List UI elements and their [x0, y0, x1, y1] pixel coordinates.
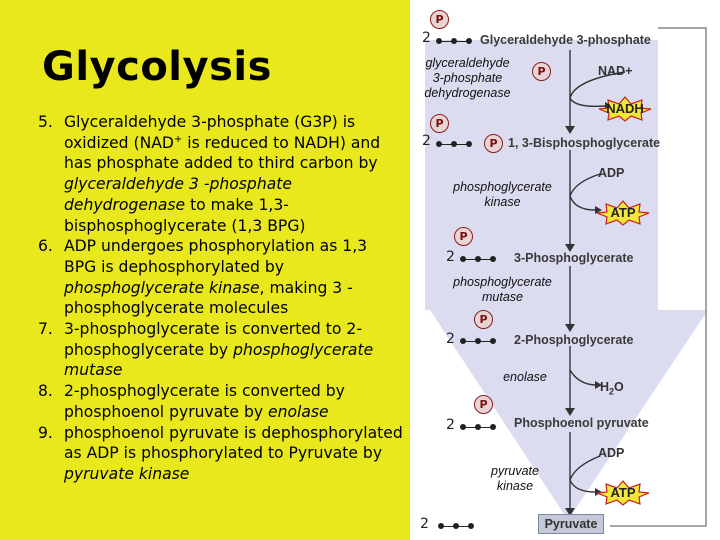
enzyme-g3p-dehydrogenase: glyceraldehyde 3-phosphate dehydrogenase: [424, 56, 511, 100]
enzyme-phosphoglycerate-kinase: phosphoglycerate kinase: [453, 180, 552, 209]
enzyme-pyruvate-kinase: pyruvate kinase: [491, 464, 539, 493]
phosphate-icon: P: [430, 114, 449, 133]
step-text: 3-phosphoglycerate is converted to 2-phosphoglycerate by: [64, 320, 362, 359]
molecule-pyruvate: Pyruvate: [538, 514, 604, 534]
atp-badge-2: ATP: [596, 480, 650, 506]
phosphate-icon: P: [454, 227, 473, 246]
stoichiometry-3pg: 2: [446, 249, 455, 265]
step-text: +: [173, 133, 183, 145]
step-number: 6.: [38, 237, 53, 256]
phosphate-icon: P: [532, 62, 551, 81]
molecule-pep: Phosphoenol pyruvate: [514, 416, 649, 430]
step-list: [38, 112, 403, 485]
step-number: 5.: [38, 113, 53, 131]
step-item: [38, 236, 403, 319]
step-text: phosphoenol pyruvate is dephosphorylated as ADP is phosphorylated to Pyruvate by: [64, 423, 403, 463]
step-text: Glyceraldehyde 3-phosphate (G3P) is oxidized (NAD: [64, 113, 356, 152]
stoichiometry-bpg: 2: [422, 133, 431, 149]
step-item: [38, 112, 403, 236]
phosphate-icon: P: [474, 310, 493, 329]
atp-badge-1: ATP: [596, 200, 650, 226]
enzyme-phosphoglycerate-mutase: phosphoglycerate mutase: [453, 275, 552, 304]
step-item: [38, 423, 403, 485]
cofactor-water: $H_2O$: [600, 380, 624, 397]
stoichiometry-g3p: 2: [422, 30, 431, 46]
enzyme-enolase: enolase: [503, 370, 547, 384]
molecule-2pg: 2-Phosphoglycerate: [514, 333, 634, 347]
stoichiometry-pyruvate: 2: [420, 516, 429, 532]
phosphate-icon: P: [484, 134, 503, 153]
phosphate-icon: P: [430, 10, 449, 29]
step-text: 2-phosphoglycerate is converted by phosphoenol pyruvate by: [64, 382, 345, 421]
carbon-chain-icon: [436, 139, 476, 149]
carbon-chain-icon: [460, 254, 500, 264]
step-text: to make 1,3-bisphosphoglycerate (1,3 BPG): [64, 195, 306, 235]
enzyme-name-text: phosphoglycerate kinase: [64, 278, 260, 297]
step-item: [38, 319, 403, 381]
molecule-bpg: 1, 3-Bisphosphoglycerate: [508, 136, 661, 150]
cofactor-nad: NAD+: [598, 64, 633, 78]
step-text: ADP undergoes phosphorylation as 1,3 BPG is dephosphorylated by: [64, 237, 368, 276]
step-text: is reduced to NADH) and has phosphate added to third carbon by: [64, 133, 381, 173]
step-item: [38, 381, 403, 422]
carbon-chain-icon: [460, 422, 500, 432]
enzyme-name-text: glyceraldehyde 3 -phosphate dehydrogenase: [64, 175, 292, 214]
carbon-chain-icon: [436, 36, 476, 46]
molecule-g3p: Glyceraldehyde 3-phosphate: [480, 33, 651, 47]
step-text: , making 3 -phosphoglycerate molecules: [64, 278, 353, 318]
cofactor-adp-2: ADP: [598, 446, 625, 460]
carbon-chain-icon: [438, 521, 478, 531]
enzyme-name-text: pyruvate kinase: [64, 464, 190, 483]
cofactor-adp-1: ADP: [598, 166, 625, 180]
pathway-diagram: [410, 0, 720, 540]
nadh-badge: NADH: [598, 96, 652, 122]
stoichiometry-2pg: 2: [446, 331, 455, 347]
step-number: 8.: [38, 382, 53, 401]
step-number: 7.: [38, 320, 53, 339]
step-number: 9.: [38, 423, 53, 442]
stoichiometry-pep: 2: [446, 417, 455, 433]
slide-title: Glycolysis: [42, 44, 272, 90]
phosphate-icon: P: [474, 395, 493, 414]
carbon-chain-icon: [460, 336, 500, 346]
molecule-3pg: 3-Phosphoglycerate: [514, 251, 634, 265]
enzyme-name-text: phosphoglycerate mutase: [64, 340, 374, 380]
enzyme-name-text: enolase: [268, 402, 329, 421]
